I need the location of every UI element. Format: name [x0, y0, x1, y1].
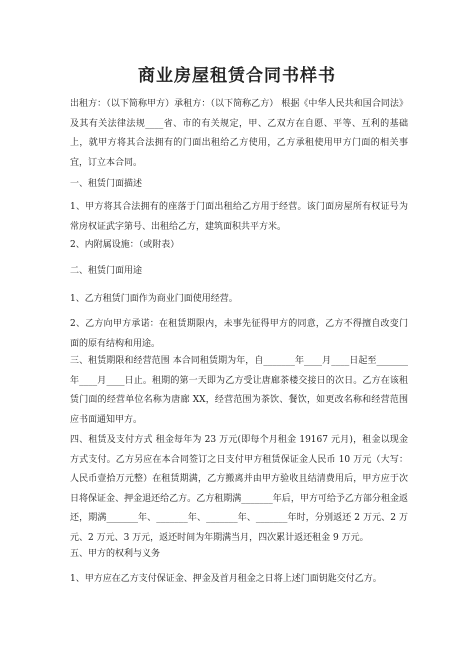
- clause-2-2: 2、乙方向甲方承诺：在租赁期限内，未事先征得甲方的同意，乙方不得擅自改变门面的原有结构和用途。: [70, 319, 408, 349]
- clause-2-1: 1、乙方租赁门面作为商业门面使用经营。: [70, 294, 238, 304]
- intro-paragraph: 出租方：（以下简称甲方）承租方：（以下简称乙方） 根据《中华人民共和国合同法》及其有关法律法规____省、市的有关规定，甲、乙双方在自愿、平等、互利的基础上，就甲方将其合法拥有的门面出租给乙方使用，乙方承租使用甲方门面的相关事宜，订立本合同。: [70, 99, 408, 168]
- section-heading-2: 二、租赁门面用途: [70, 266, 143, 276]
- document-title: 商业房屋租赁合同书样书: [138, 66, 336, 86]
- clause-1-2: 2、内附属设施：（或附表）: [70, 240, 180, 250]
- clause-5-1: 1、甲方应在乙方支付保证金、押金及首月租金之日将上述门面钥匙交付乙方。: [70, 574, 382, 584]
- section-4-paragraph: 四、租赁及支付方式 租金每年为 23 万元(即每个月租金 19167 元月)，租金以现金方式支付。乙方另应在本合同签订之日支付甲方租赁保证金人民币 10 万元（大写：人民币壹拾万元整）在租赁期满，乙方搬离并由甲方验收且结清费用后，甲方应于次日将保证金、押金退还给乙方。乙方租期满_______年后，甲方可给予乙方部分租金返还，期满_______年、_______年、_______年、_______年时，分别返还 2 万元、2 万元、2 万元、3 万元，返还时间为年期满当月，四次累计返还租金 9 万元。: [70, 435, 408, 543]
- section-3-paragraph: 三、租赁期限和经营范围 本合同租赁期为年，自_______年____月____日起至_______年____月____日止。租期的第一天即为乙方受让唐廊茶楼交接日的次日。乙方在该租赁门面的经营单位名称为唐廊 XX，经营范围为茶饮、餐饮，如更改名称和经营范围应书面通知甲方。: [70, 356, 408, 425]
- clause-1-1: 1、甲方将其合法拥有的座落于门面出租给乙方用于经营。该门面房屋所有权证号为常房权证武字第号、出租给乙方，建筑面积共平方米。: [70, 202, 408, 232]
- section-heading-1: 一、租赁门面描述: [70, 179, 143, 189]
- section-heading-5: 五、甲方的权利与义务: [70, 549, 161, 559]
